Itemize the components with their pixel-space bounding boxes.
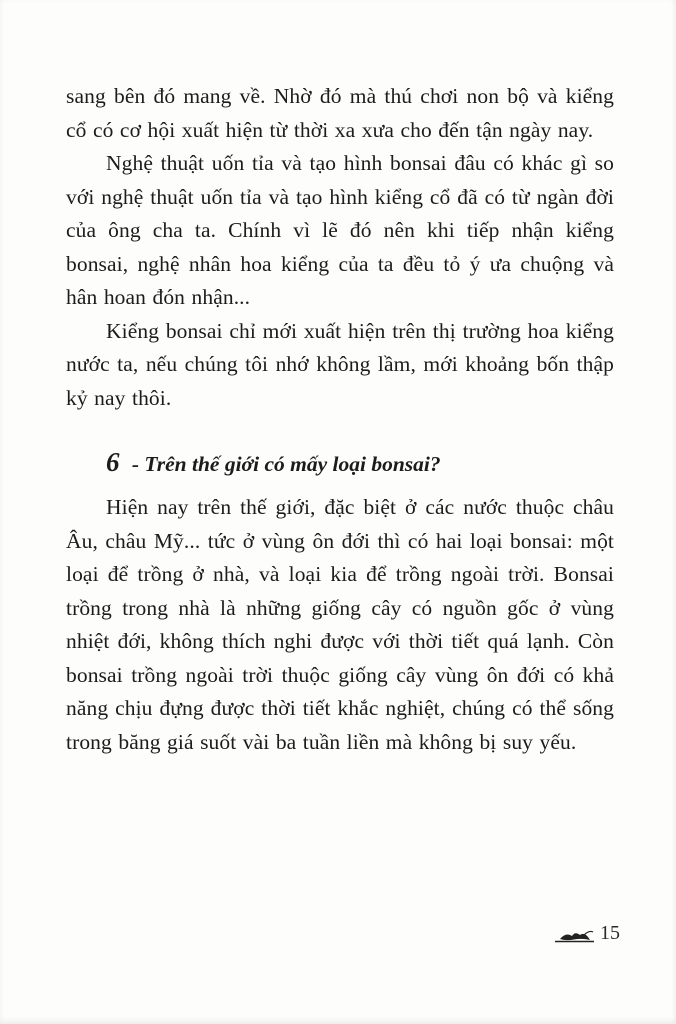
section-title: - Trên thế giới có mấy loại bonsai? <box>131 452 441 476</box>
paragraph-bonsai-market: Kiểng bonsai chỉ mới xuất hiện trên thị trường hoa kiểng nước ta, nếu chúng tôi nhớ không lầm, mới khoảng bốn thập kỷ nay thôi. <box>66 318 614 410</box>
paragraph-continuation: sang bên đó mang về. Nhờ đó mà thú chơi non bộ và kiểng cổ có cơ hội xuất hiện từ thời xa xưa cho đến tận ngày nay. <box>66 84 614 142</box>
text-block <box>66 80 614 759</box>
page-footer <box>554 922 620 944</box>
page-number: 15 <box>600 922 620 944</box>
paragraph-bonsai-types: Hiện nay trên thế giới, đặc biệt ở các nước thuộc châu Âu, châu Mỹ... tức ở vùng ôn đới thì có hai loại bonsai: một loại để trồng ở nhà, và loại kia để trồng ngoài trời. Bonsai trồng trong nhà là những giống cây có nguồn gốc ở vùng nhiệt đới, không thích nghi được với thời tiết quá lạnh. Còn bonsai trồng ngoài trời thuộc giống cây vùng ôn đới có khả năng chịu đựng được thời tiết khắc nghiệt, chúng có thể sống trong băng giá suốt vài ba tuần liền mà không bị suy yếu. <box>66 495 614 754</box>
pen-flourish-icon <box>554 928 596 944</box>
section-heading-question-6 <box>66 445 614 481</box>
section-number: 6 <box>106 447 120 477</box>
paragraph-bonsai-art: Nghệ thuật uốn tỉa và tạo hình bonsai đâu có khác gì so với nghệ thuật uốn tỉa và tạo hình kiểng cổ đã có từ ngàn đời của ông cha ta. Chính vì lẽ đó nên khi tiếp nhận kiểng bonsai, nghệ nhân hoa kiểng của ta đều tỏ ý ưa chuộng và hân hoan đón nhận... <box>66 151 614 309</box>
